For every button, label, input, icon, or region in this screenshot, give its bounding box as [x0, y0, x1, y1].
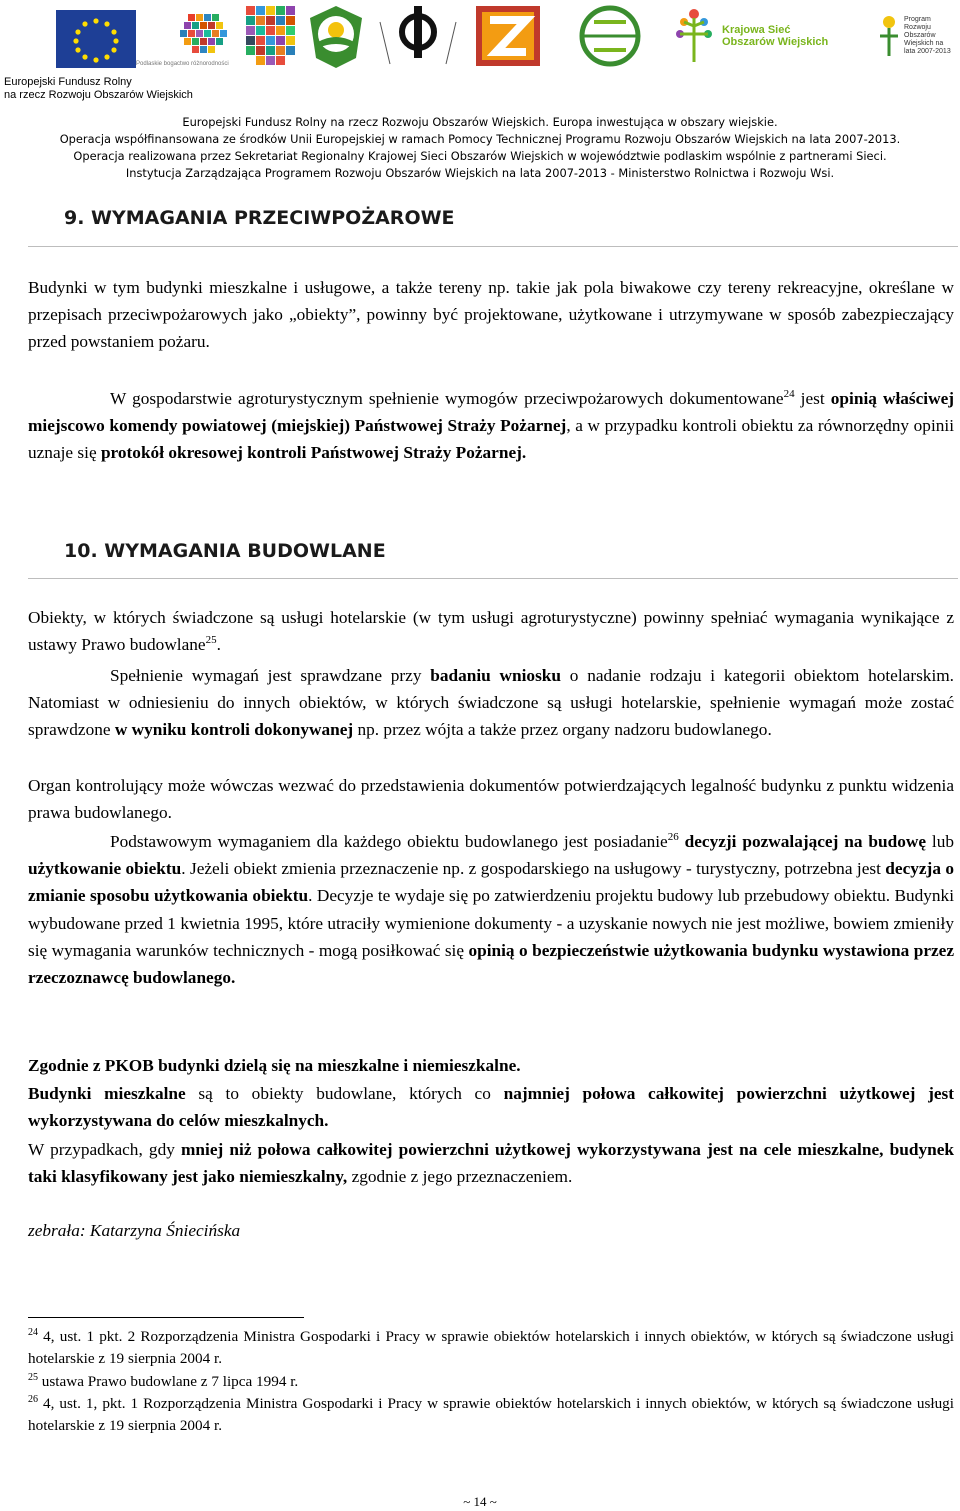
footnote-26-number: 26 [28, 1394, 38, 1405]
section-10-rule [28, 578, 958, 579]
footnote-26 [28, 1393, 954, 1437]
section-10-paragraph-6 [28, 1080, 954, 1134]
eu-fund-caption-line1: Europejski Fundusz Rolny [4, 76, 132, 88]
funding-line-2: Operacja współfinansowana ze środków Unii Europejskiej w ramach Pomocy Technicznej Programu Rozwoju Obszarów Wiejskich na lata 2007-2013. [59, 132, 901, 146]
eu-flag-logo [56, 10, 136, 68]
footnote-ref-24: 24 [783, 388, 795, 400]
footnote-26-text: 4, ust. 1, pkt. 1 Rozporządzenia Ministra Gospodarki i Pracy w sprawie obiektów hotelarskich i innych obiektów, w których są świadczone usługi hotelarskie z 19 sierpnia 2004 r. [28, 1395, 954, 1434]
eu-fund-caption-line2: na rzecz Rozwoju Obszarów Wiejskich [4, 89, 193, 101]
author-signature: zebrała: Katarzyna Śniecińska [28, 1221, 241, 1240]
s10p2-text-a: Spełnienie wymagań jest sprawdzane przy [110, 666, 431, 685]
ksow-logo-text: Krajowa Sieć Obszarów Wiejskich [722, 24, 829, 48]
prow-logo [876, 14, 956, 70]
university-logo [370, 2, 466, 70]
section-10-paragraph-2 [28, 662, 954, 744]
footnote-24-number: 24 [28, 1327, 38, 1338]
s10p6-bold-2: najmniej połowa całkowitej powierzchni użytkowej jest wykorzystywana do celów mieszkalnych. [28, 1084, 954, 1131]
s10p1-end: . [216, 635, 221, 655]
s10p7-bold: mniej niż połowa całkowitej powierzchni użytkowej wykorzystywana jest na cele mieszkalne, budynek taki klasyfikowany jest jako niemieszkalny, [28, 1140, 954, 1187]
s10p4-bold-3: decyzja o zmianie sposobu użytkowania obiektu [28, 859, 955, 906]
s10p2-bold: badaniu wniosku [430, 666, 562, 685]
funding-notice [0, 114, 960, 182]
footnote-25 [28, 1371, 954, 1393]
z-letter-logo [476, 6, 540, 66]
regional-pattern-logo [244, 4, 302, 68]
section-10-paragraph-4 [28, 828, 954, 991]
funding-line-3: Operacja realizowana przez Sekretariat Regionalny Krajowej Sieci Obszarów Wiejskich w województwie podlaskim wspólnie z partnerami Sieci. [73, 149, 887, 163]
section-10-heading: 10. WYMAGANIA BUDOWLANE [64, 540, 386, 562]
prow-logo-text: Program Rozwoju Obszarów Wiejskich na lata 2007-2013 [904, 16, 951, 55]
footnote-25-text: ustawa Prawo budowlane z 7 lipca 1994 r. [38, 1373, 299, 1390]
podlaskie-logo-text: Podlaskie bogactwo różnorodności [136, 61, 229, 67]
podroze-logo [570, 4, 650, 68]
funding-line-4: Instytucja Zarządzająca Programem Rozwoju Obszarów Wiejskich na lata 2007-2013 - Ministerstwo Rolnictwa i Rozwoju Wsi. [125, 166, 835, 180]
footnote-24-text: 4, ust. 1 pkt. 2 Rozporządzenia Ministra Gospodarki i Pracy w sprawie obiektów hotelarskich i innych obiektów, w których są świadczone usługi hotelarskie z 19 sierpnia 2004 r. [28, 1328, 954, 1367]
section-9-paragraph-2 [28, 385, 954, 467]
logo-strip [0, 0, 960, 72]
footnote-ref-26: 26 [667, 831, 679, 843]
ksow-logo [674, 4, 834, 68]
s9p2-text-c: , a w przypadku kontroli obiektu za równorzędny opinii uznaje się [28, 416, 954, 463]
s10p6-bold-1: Budynki mieszkalne [28, 1084, 186, 1103]
s10p2-text-b: o nadanie rodzaju i kategorii obiektom hotelarskim. Natomiast w odniesieniu do innych obiektów, w których świadczone są usługi hotelarskie, spełnienie wymagań może zostać sprawdzone [28, 666, 955, 740]
s10p1-text: Obiekty, w których świadczone są usługi hotelarskie (w tym usługi agroturystyczne) powinny spełniać wymagania wynikające z ustawy Prawo budowlane [28, 608, 954, 655]
s10p2-text-c: np. przez wójta a także przez organy nadzoru budowlanego. [353, 720, 772, 740]
s9p2-text-a: W gospodarstwie agroturystycznym spełnienie wymogów przeciwpożarowych dokumentowane [110, 389, 784, 408]
regional-emblem-logo [306, 2, 366, 70]
section-9-heading: 9. WYMAGANIA PRZECIWPOŻAROWE [64, 207, 455, 229]
s10p4-text-c: . Jeżeli obiekt zmienia przeznaczenie np. z gospodarskiego na usługowy - turystyczny, potrzebna jest [181, 859, 886, 879]
footnote-25-number: 25 [28, 1372, 38, 1383]
section-10-paragraph-5 [28, 1052, 954, 1079]
s9p2-bold-1: opinią właściwej miejscowo komendy powiatowej (miejskiej) Państwowej Straży Pożarnej [28, 389, 955, 436]
section-10-paragraph-3: Organ kontrolujący może wówczas wezwać do przedstawienia dokumentów potwierdzających legalność budynku z punktu widzenia prawa budowlanego. [28, 776, 954, 823]
s10p6-text-a: są to obiekty budowlane, których co [185, 1084, 504, 1103]
s10p4-text-a: Podstawowym wymaganiem dla każdego obiektu budowlanego jest posiadanie [110, 832, 668, 851]
section-10-paragraph-1 [28, 604, 954, 658]
s9p2-bold-2: protokół okresowej kontroli Państwowej Straży Pożarnej. [100, 443, 527, 463]
s10p4-bold-4: opinią o bezpieczeństwie użytkowania budynku wystawiona przez rzeczoznawcę budowlanego. [28, 940, 955, 988]
s10p4-bold-1: decyzji pozwalającej na budowę [678, 832, 927, 851]
s10p2-bold-2: w wyniku kontroli dokonywanej [114, 720, 354, 740]
s10p5-bold: Zgodnie z PKOB budynki dzielą się na mieszkalne i niemieszkalne. [28, 1056, 521, 1075]
s10p4-text-d: . Decyzje te wydaje się po zatwierdzeniu projektu budowy lub przebudowy obiektu. Budynki wybudowane przed 1 kwietnia 1995, które utraciły wymienione dokumenty - a uzyskanie nowych nie jest możliwe, bowiem zmieniły się wymagania warunków technicznych - mogą posiłkować się [28, 886, 954, 960]
page-number: ~ 14 ~ [463, 1494, 497, 1509]
funding-line-1: Europejski Fundusz Rolny na rzecz Rozwoju Obszarów Wiejskich. Europa inwestująca w obszary wiejskie. [182, 115, 778, 129]
section-9-paragraph-1: Budynki w tym budynki mieszkalne i usługowe, a także tereny np. takie jak pola biwakowe czy tereny rekreacyjne, określane w przepisach przeciwpożarowych jako „obiekty”, powinny być projektowane, użytkowane i utrzymywane w sposób zabezpieczający przed powstaniem pożaru. [28, 278, 954, 352]
eu-fund-caption [4, 76, 193, 102]
footnote-separator [28, 1317, 304, 1318]
section-10-paragraph-7 [28, 1136, 954, 1190]
s9p2-text-b: jest [794, 389, 831, 408]
footnote-ref-25: 25 [205, 634, 217, 647]
s10p7-text-a: W przypadkach, gdy [28, 1140, 182, 1159]
footnote-24 [28, 1326, 954, 1370]
s10p4-text-b: lub [926, 832, 955, 851]
s10p7-text-b: zgodnie z jego przeznaczeniem. [347, 1167, 573, 1187]
s10p4-bold-2: użytkowanie obiektu [28, 859, 182, 879]
podlaskie-logo [136, 12, 240, 72]
section-9-rule [28, 246, 958, 247]
